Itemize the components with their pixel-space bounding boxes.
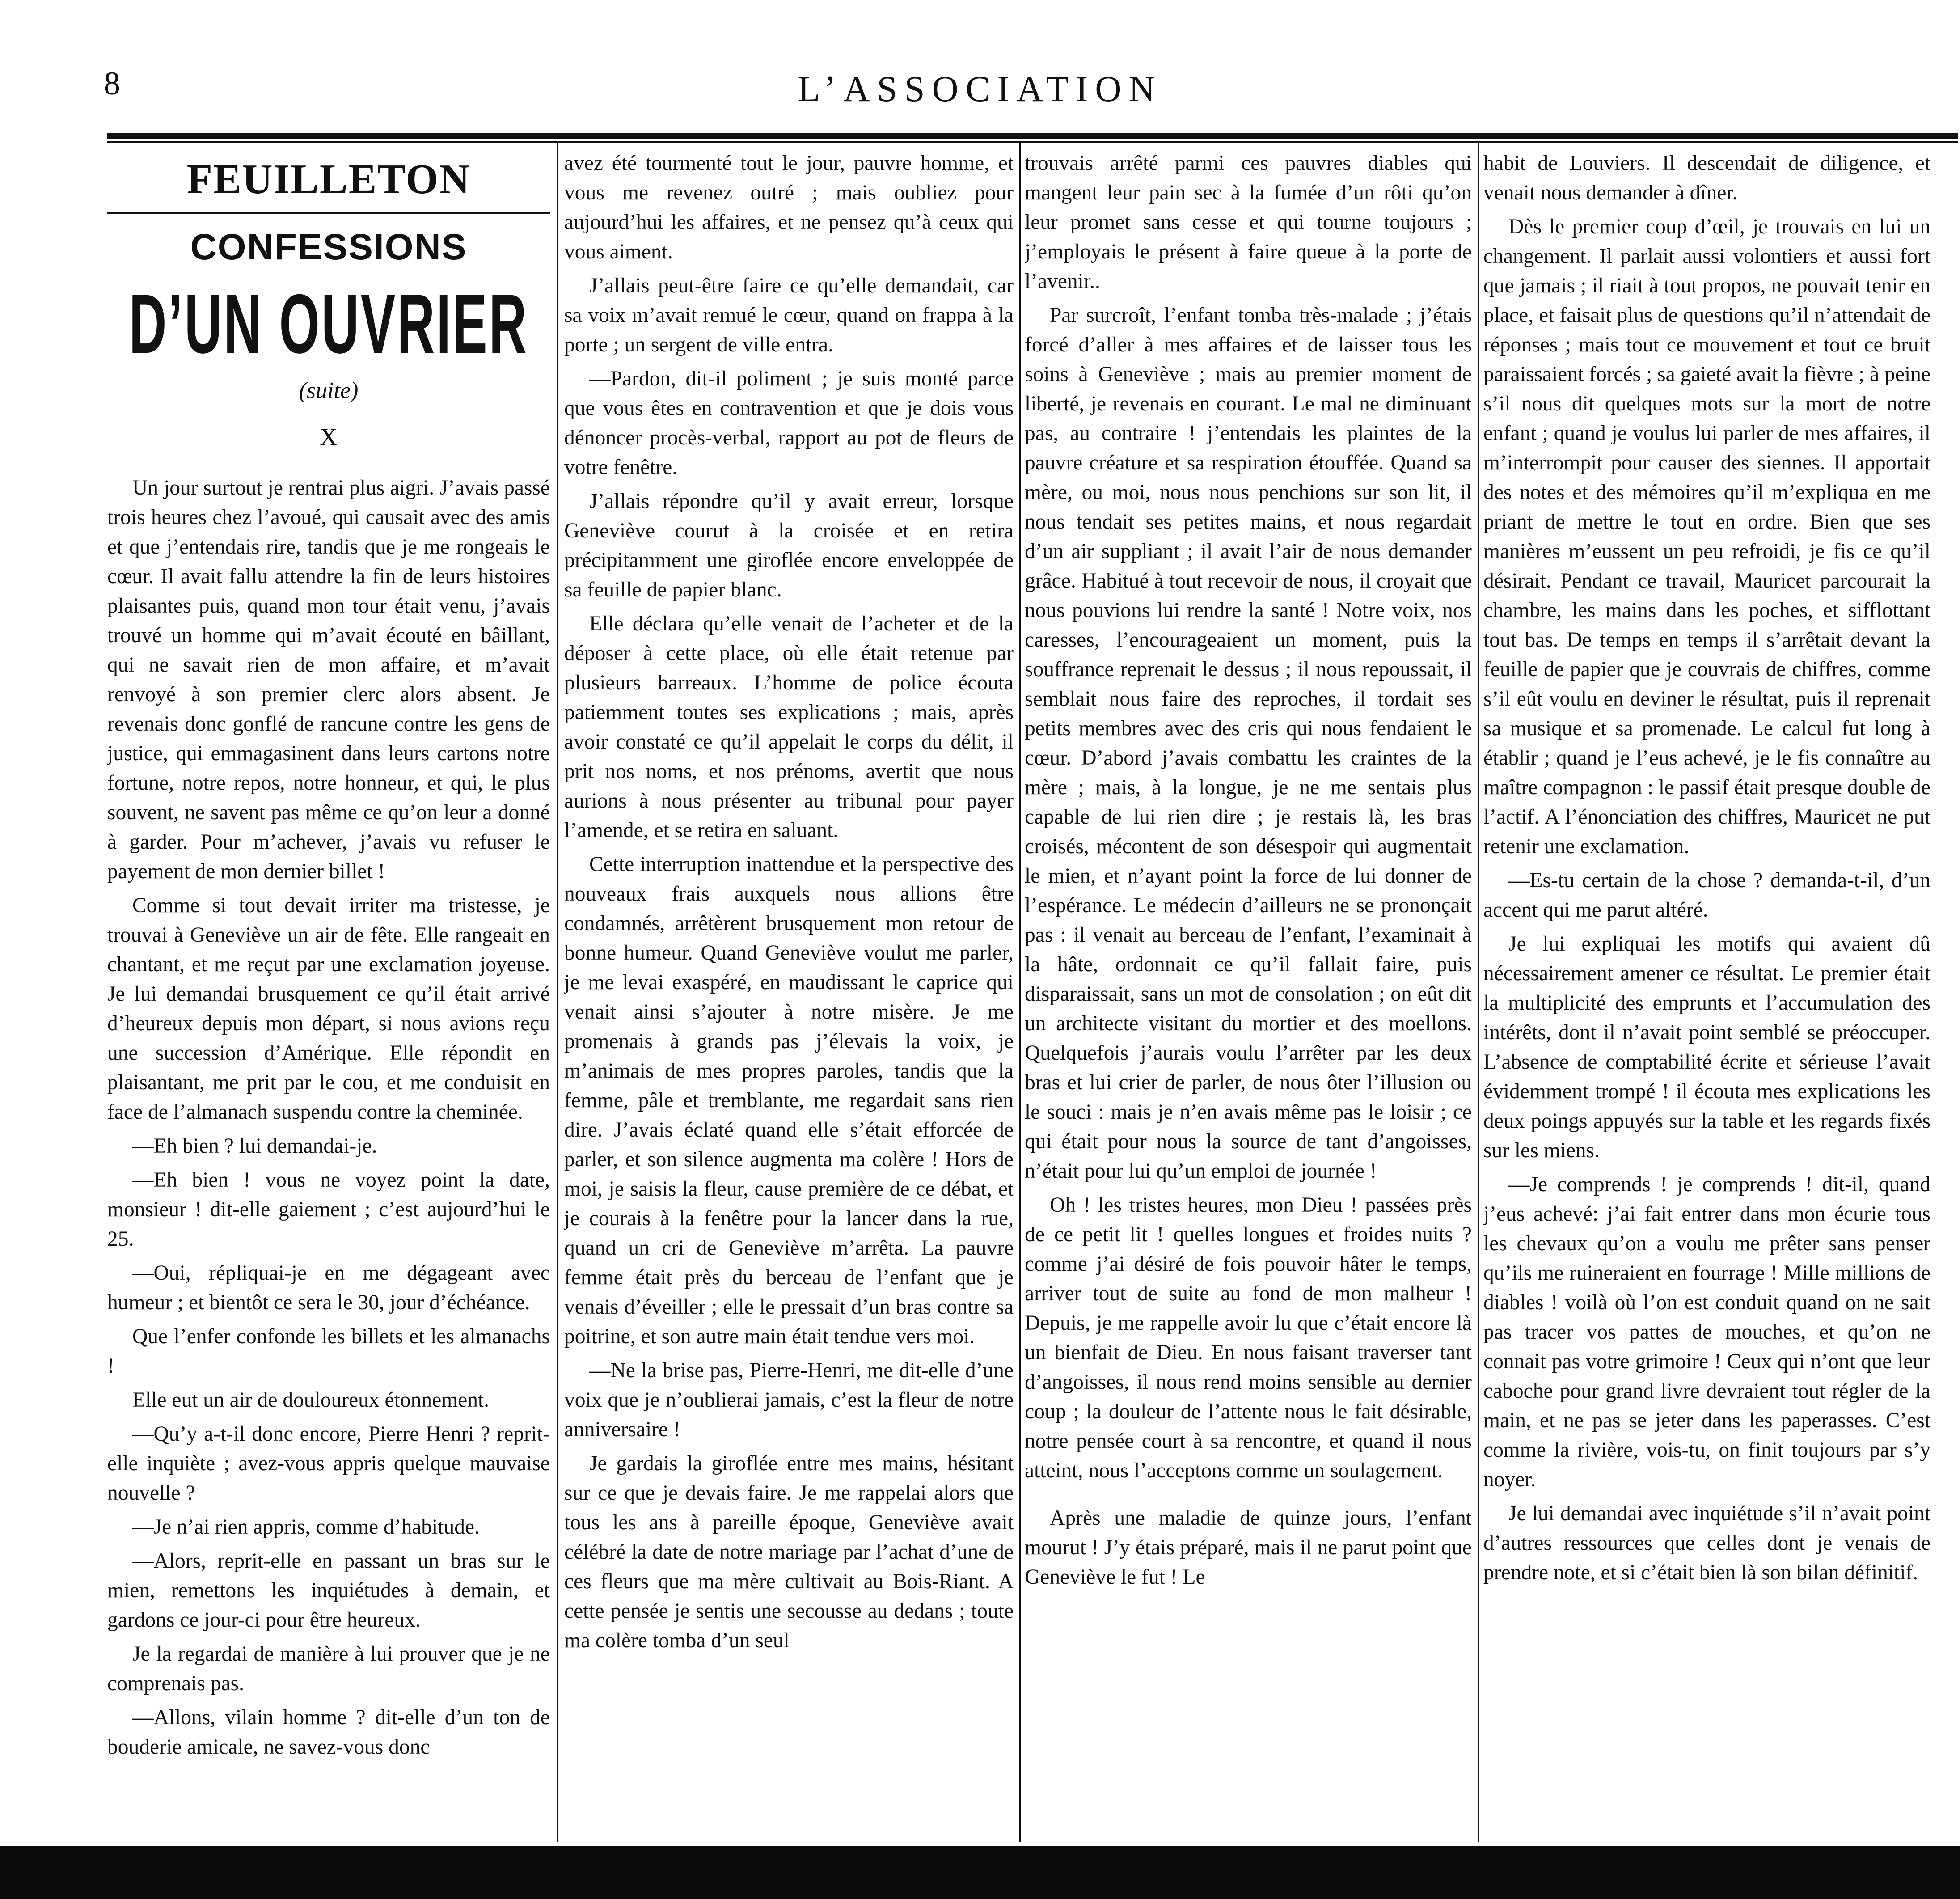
column-2 [564,148,1014,1843]
paragraph: Un jour surtout je rentrai plus aigri. J’avais passé trois heures chez l’avoué, qui causait avec des amis et que j’entendais rire, tandis que je me rongeais le cœur. Il avait fallu attendre la fin de leurs histoires plaisantes puis, quand mon tour était venu, j’avais trouvé un homme qui m’avait écouté en bâillant, qui ne savait rien de mon affaire, et m’avait renvoyé à son premier clerc alors absent. Je revenais donc gonflé de rancune contre les gens de justice, qui emmagasinent dans leurs cartons notre fortune, notre repos, notre honneur, et qui, le plus souvent, ne savent pas même ce qu’on leur a donné à garder. Pour m’achever, j’avais vu refuser le payement de mon dernier billet ! [107,476,550,883]
section-rule [107,212,550,214]
header-rule [107,133,1958,143]
paragraph: —Oui, répliquai-je en me dégageant avec humeur ; et bientôt ce sera le 30, jour d’échéance. [107,1261,550,1314]
newspaper-title: L’ASSOCIATION [798,68,1162,109]
paragraph: Par surcroît, l’enfant tomba très-malade ; j’étais forcé d’aller à mes affaires et de laisser tous les soins à Geneviève ; mais au premier moment de liberté, je revenais en courant. Le mal ne diminuant pas, au contraire ! j’entendais les plaintes de la pauvre créature et sa respiration étouffée. Quand sa mère, ou moi, nous nous penchions sur son lit, il nous tendait ses petites mains, et nous regardait d’un air suppliant ; il avait l’air de nous demander grâce. Habitué à tout recevoir de nous, il croyait que nous pouvions lui rendre la santé ! Notre voix, nos caresses, l’encourageaient un moment, puis la souffrance reprenait le dessus ; il nous repoussait, il semblait nous faire des reproches, il tordait ses petits membres avec des cris qui nous fendaient le cœur. D’abord j’avais combattu les craintes de la mère ; mais, à la longue, je ne me sentais plus capable de lui rien dire ; je restais là, les bras croisés, mécontent de son désespoir qui augmentait le mien, et n’ayant point la force de lui donner de l’espérance. Le médecin d’ailleurs ne se prononçait pas : il venait au berceau de l’enfant, l’examinait à la hâte, ordonnait ce qu’il fallait faire, puis disparaissait, sans un mot de consolation ; on eût dit un architecte visitant du mortier et des moellons. Quelquefois j’aurais voulu l’arrêter par les deux bras et lui crier de parler, de nous ôter l’illusion ou le souci : mais je n’en avais même pas le loisir ; ce qui était pour nous la source de tant d’angoisses, n’était pour lui qu’un emploi de journée ! [1025,304,1472,1183]
paragraph: —Je n’ai rien appris, comme d’habitude. [132,1515,480,1539]
column-1 [107,148,550,1843]
paragraph: —Eh bien ? lui demandai-je. [132,1134,377,1158]
paragraph: —Qu’y a-t-il donc encore, Pierre Henri ? reprit-elle inquiète ; avez-vous appris quelque mauvaise nouvelle ? [107,1422,550,1505]
headline-top: CONFESSIONS [190,227,467,267]
paragraph: Je gardais la giroflée entre mes mains, hésitant sur ce que je devais faire. Je me rappelai alors que tous les ans à pareille époque, Geneviève avait célébré la date de notre mariage par l’achat d’une de ces fleurs que ma mère cultivait au Bois-Riant. A cette pensée je sentis une secousse au dedans ; toute ma colère tomba d’un seul [564,1452,1014,1652]
paragraph: Je la regardai de manière à lui prouver que je ne comprenais pas. [107,1642,550,1695]
paragraph: —Ne la brise pas, Pierre-Henri, me dit-elle d’une voix que je n’oublierai jamais, c’est la fleur de notre anniversaire ! [564,1359,1014,1441]
paragraph: —Alors, reprit-elle en passant un bras sur le mien, remettons les inquiétudes à demain, et gardons ce jour-ci pour être heureux. [107,1549,550,1632]
section-heading: FEUILLETON [186,156,471,203]
page-number: 8 [104,65,120,102]
column-divider [1019,143,1021,1842]
paragraph: Elle eut un air de douloureux étonnement. [132,1388,490,1412]
paragraph: —Je comprends ! je comprends ! dit-il, quand j’eus achevé: j’ai fait entrer dans mon écurie tous les chevaux qu’on a voulu me prêter sans penser qu’ils me ruineraient en fourrage ! Mille millions de diables ! voilà où l’on est conduit quand on ne sait pas tracer vos pattes de mouches, et qu’on ne connait pas votre grimoire ! Ceux qui n’ont que leur caboche pour grand livre devraient tout régler de la main, et ne pas se jeter dans les paperasses. C’est comme la rivière, vois-tu, on finit toujours par s’y noyer. [1483,1173,1930,1491]
chapter-number: X [319,423,338,451]
paragraph: J’allais peut-être faire ce qu’elle demandait, car sa voix m’avait remué le cœur, quand on frappa à la porte ; un sergent de ville entra. [564,274,1014,356]
paragraph: —Es-tu certain de la chose ? demanda-t-il, d’un accent qui me parut altéré. [1483,869,1930,922]
paragraph: habit de Louviers. Il descendait de diligence, et venait nous demander à dîner. [1483,152,1930,204]
paragraph: J’allais répondre qu’il y avait erreur, lorsque Geneviève courut à la croisée et en retira précipitamment une giroflée encore enveloppée de sa feuille de papier blanc. [564,490,1014,601]
paragraph: Je lui demandai avec inquiétude s’il n’avait point d’autres ressources que celles dont je venais de prendre note, et si c’était bien là son bilan définitif. [1483,1502,1930,1584]
paragraph: —Eh bien ! vous ne voyez point la date, monsieur ! dit-elle gaiement ; c’est aujourd’hui le 25. [107,1168,550,1251]
paragraph: Dès le premier coup d’œil, je trouvais en lui un changement. Il parlait aussi volontiers et aussi fort que jamais ; il riait à tout propos, ne pouvait tenir en place, et faisait plus de questions qu’il n’attendait de réponses ; mais tout ce mouvement et tout ce bruit paraissaient forcés ; sa gaieté avait la fièvre ; à peine s’il nous dit quelques mots sur la mort de notre enfant ; quand je voulus lui parler de mes affaires, il m’interrompit pour causer des siennes. Il apportait des notes et des mémoires qu’il m’expliqua en me priant de mettre le tout en ordre. Bien que ses manières m’eussent un peu refroidi, je fis ce qu’il désirait. Pendant ce travail, Mauricet parcourait la chambre, les mains dans les poches, et sifflottant tout bas. De temps en temps il s’arrêtait devant la feuille de papier que je couvrais de chiffres, comme s’il eût voulu en deviner le résultat, puis il reprenait sa musique et sa promenade. Le calcul fut long à établir ; quand je l’eus achevé, je le fis connaître au maître compagnon : le passif était presque double de l’actif. A l’énonciation des chiffres, Mauricet ne put retenir une exclamation. [1483,215,1930,858]
paragraph: Après une maladie de quinze jours, l’enfant mourut ! J’y étais préparé, mais il ne parut point que Geneviève le fut ! Le [1025,1506,1472,1589]
paragraph: Que l’enfer confonde les billets et les almanachs ! [107,1325,550,1378]
paragraph: Oh ! les tristes heures, mon Dieu ! passées près de ce petit lit ! quelles longues et froides nuits ? comme j’ai désiré de fois pouvoir hâter le temps, arriver tout de suite au fond de mon malheur ! Depuis, je me rappelle avoir lu que c’était encore là un bienfait de Dieu. En nous faisant traverser tant d’angoisses, il nous rend moins sensible au dernier coup ; la douleur de l’attente nous le fait désirable, notre pensée court à sa rencontre, et quand il nous atteint, nous l’acceptons comme un soulagement. [1025,1193,1472,1482]
paragraph: —Pardon, dit-il poliment ; je suis monté parce que vous êtes en contravention et que je dois vous dénoncer procès-verbal, rapport au pot de fleurs de votre fenêtre. [564,367,1014,479]
paragraph: avez été tourmenté tout le jour, pauvre homme, et vous me revenez outré ; mais oubliez pour aujourd’hui les affaires, et ne pensez qu’à ceux qui vous aiment. [564,152,1014,263]
paragraph: Comme si tout devait irriter ma tristesse, je trouvai à Geneviève un air de fête. Elle rangeait en chantant, et me reçut par une exclamation joyeuse. Je lui demandai brusquement ce qu’il était arrivé d’heureux depuis mon départ, si nous avions reçu une succession d’Amérique. Elle répondit en plaisantant, me prit par le cou, et me conduisit en face de l’almanach suspendu contre la cheminée. [107,894,550,1124]
headline-main: D’UN OUVRIER [129,277,528,371]
paragraph: —Allons, vilain homme ? dit-elle d’un ton de bouderie amicale, ne savez-vous donc [107,1706,550,1759]
column-4 [1483,148,1930,1843]
column-divider [557,143,558,1842]
scan-bottom-edge [0,1846,1960,1899]
column-3 [1025,148,1472,1843]
paragraph: Cette interruption inattendue et la perspective des nouveaux frais auxquels nous allions être condamnés, arrêtèrent brusquement mon retour de bonne humeur. Quand Geneviève voulut me parler, je me levai exaspéré, en maudissant le caprice qui venait ainsi s’ajouter à notre misère. Je me promenais à grands pas j’élevais la voix, je m’animais de mes propres paroles, tandis que la femme, pâle et tremblante, me regardait sans rien dire. J’avais éclaté quand elle s’était efforcée de parler, et son silence augmenta ma colère ! Hors de moi, je saisis la fleur, cause première de ce débat, et je courais à la fenêtre pour la lancer dans la rue, quand un cri de Geneviève m’arrêta. La pauvre femme était près du berceau de l’enfant que je venais d’éveiller ; elle le pressait d’un bras contre sa poitrine, et son autre main était tendue vers moi. [564,853,1014,1348]
suite-label: (suite) [299,378,359,403]
paragraph: trouvais arrêté parmi ces pauvres diables qui mangent leur pain sec à la fumée d’un rôti qu’on leur promet sans cesse et qui tourne toujours ; j’employais le présent à faire queue à la porte de l’avenir.. [1025,152,1472,293]
paragraph: Elle déclara qu’elle venait de l’acheter et de la déposer à cette place, où elle était retenue par plusieurs barreaux. L’homme de police écouta patiemment toutes ses explications ; mais, après avoir constaté ce qu’il appelait le corps du délit, il prit nos noms, et nos prénoms, avertit que nous aurions à nous présenter au tribunal pour payer l’amende, et se retira en saluant. [564,612,1014,842]
column-divider [1478,143,1479,1842]
paragraph: Je lui expliquai les motifs qui avaient dû nécessairement amener ce résultat. Le premier était la multiplicité des emprunts et l’accumulation des intérêts, dont il n’avait point semblé se préoccuper. L’absence de comptabilité écrite et sérieuse l’avait évidemment trompé ! il écouta mes explications les deux poings appuyés sur la table et les regards fixés sur les miens. [1483,932,1930,1162]
